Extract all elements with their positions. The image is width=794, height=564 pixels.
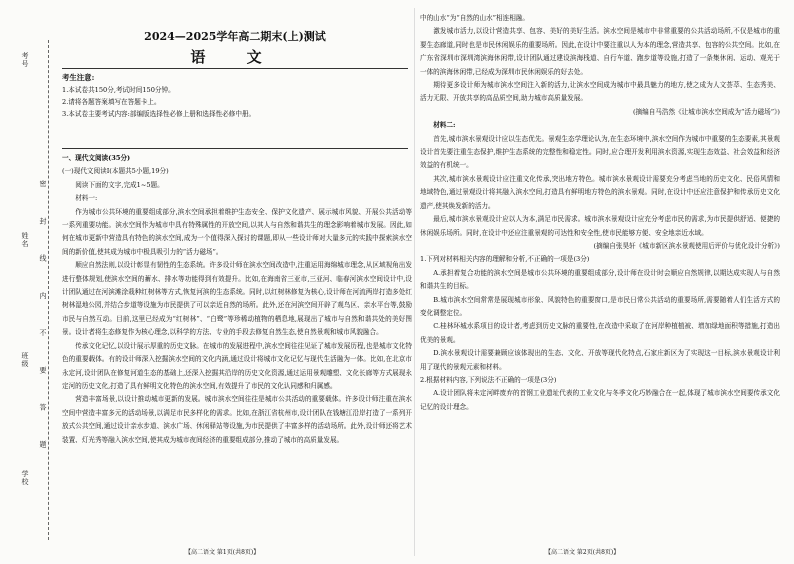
passage-paragraph: 营造丰富场景,以设计推动城市更新的发展。城市滨水空间往往是城市公共活动的重要载体。许多设计师注重在滨水空间中营造丰富多元的活动场景,以满足市民多样化的需求。比如,在浙江省杭州市,设计团队在钱塘江沿岸打造了一系列开放式公共空间,通过设计亲水步道、滨水广场、休闲驿站等设施,为市民提供了丰富多样的活动场所。此外,设计师还将艺术装置、灯光秀等融入滨水空间,使其成为城市夜间经济的重要组成部分,推动了城市的高质量发展。: [62, 395, 412, 444]
page-footer-left: 【高二语文 第1页(共8页)】: [185, 549, 260, 556]
page-divider: [414, 8, 415, 556]
right-column: [420, 12, 780, 542]
question-stem: 1.下列对材料相关内容的理解和分析,不正确的一项是(3分): [420, 255, 590, 264]
question-option: D.滨水景观设计需要兼顾应该体现出的生态、文化、开放等现代化特点,石家庄新区为了实现这一目标,滨水景观设计利用了现代的景观元素和材料。: [420, 349, 780, 371]
notice-item: 3.本试卷主要考试内容:部编版选择性必修上册和选择性必修中册。: [62, 110, 256, 118]
section-heading: 一、现代文阅读(35分): [62, 154, 131, 162]
notice-title: 考生注意:: [62, 73, 95, 82]
material-label: 材料二:: [433, 121, 456, 130]
passage-paragraph: 首先,城市滨水景观设计应以生态优先。景观生态学理论认为,在生态环境中,滨水空间作为城市中重要的生态要素,其景观设计首先要注重生态保护,维护生态系统的完整性和稳定性。同时,应合理开发利用滨水资源,实现生态效益、社会效益和经济效益的有机统一。: [420, 134, 780, 170]
notice-box: [62, 68, 408, 149]
passage-paragraph: 激发城市活力,以设计营造共享、包容、美好的美好生活。滨水空间是城市中非常重要的公共活动场所,不仅是城市的重要生态廊道,同时也是市民休闲娱乐的重要场所。因此,在设计中要注重以人为本的理念,营造共享、包容的公共空间。比如,在广东省深圳市深圳湾滨海休闲带,设计团队通过建设滨海栈道、自行车道、跑步道等设施,打造了一条集休闲、运动、观光于一体的滨海休闲带,已经成为深圳市民休闲娱乐的好去处。: [420, 27, 780, 76]
question-stem: 2.根据材料内容,下列说法不正确的一项是(3分): [420, 375, 557, 384]
kaohao-label: 考号: [21, 52, 29, 68]
question-option: A.设计团队将未定河畔废弃的首钢工业遗址代表的工业文化与冬季文化巧妙融合在一起,体现了城市滨水空间要传承文化记忆的设计理念。: [420, 389, 780, 411]
passage-paragraph: 顺应自然法则,以设计彰显有韧性的生态系统。许多设计师在滨水空间改造中,注重运用海绵城市理念,从区域视角出发进行整体规划,使滨水空间的蓄水、排水等功能得到有效提升。比如,在海南省三亚市,三亚河、临春河滨水空间设计中,设计团队通过在河滨滩涂栽种红树林等方式,恢复河滨的生态系统。同时,以红树林修复为核心,设计师在河流两岸打造多处红树林湿地公园,并结合步道等设施为市民提供了可以亲近自然的场所。此外,还在河滨空间开辟了观鸟区、亲水平台等,鼓励市民与自然互动。目前,这里已经成为“红树林”、“白鹭”等珍稀动植物的栖息地,展现出了城市与自然和谐共处的美好图景。设计者将生态修复作为核心理念,以科学的方法、专业的手段去修复自然生态,使自然景观和城市风貌融合。: [62, 261, 412, 337]
passage-paragraph: 最后,城市滨水景观设计应以人为本,满足市民需求。城市滨水景观设计应充分考虑市民的需求,为市民提供舒适、便捷的休闲娱乐场所。同时,在设计中还应注重景观的可达性和安全性,使市民能够方便、安全地亲近水域。: [420, 215, 780, 237]
name-label: 姓名: [21, 232, 29, 248]
material-label: 材料一:: [75, 194, 98, 203]
subsection-heading: (一)现代文阅读Ⅰ(本题共5小题,19分): [62, 167, 169, 176]
question-option: B.城市滨水空间常常是展现城市形象、风貌特色的重要窗口,是市民日常公共活动的重要场所,需要随着人们生活方式的变化调整定位。: [420, 295, 780, 317]
seal-dashed-line: [48, 40, 49, 540]
exam-subject: 语 文: [190, 48, 280, 66]
passage-paragraph: 作为城市公共环境的重要组成部分,滨水空间承担着维护生态安全、保护文化遗产、展示城市风貌、开展公共活动等一系列重要功能。滨水空间作为城市中具有特殊属性的开放空间,以其人与自然和谐共生的理念影响着城市发展。因此,如何在城市更新中营造具有特色的滨水空间,成为一个值得深入探讨的课题,即从一些设计师对大量多元的实践中探索滨水空间的新价值,使其成为城市中极具吸引力的“活力磁场”。: [62, 207, 412, 256]
question-option: C.桂林环城水系项目的设计者,考虑到历史文脉的重要性,在改造中采取了在河岸种植植被、增加绿地面积等措施,打造出优美的景观。: [420, 322, 780, 344]
question-option: A.承担着复合功能的滨水空间是城市公共环境的重要组成部分,设计师在设计时会顺应自然规律,以期达成实现人与自然和谐共生的目标。: [420, 268, 780, 291]
source-citation: (摘编自张昊轩《城市新区滨水景观使用后评价与优化设计分析》): [593, 241, 780, 250]
class-label: 班级: [21, 352, 29, 368]
passage-paragraph: 其次,城市滨水景观设计应注重文化传承,突出地方特色。城市滨水景观设计需要充分考虑当地的历史文化、民俗风情和地域特色,通过景观设计将其融入滨水空间,打造具有鲜明地方特色的滨水景观。同时,在设计中还应注意保护和传承历史文化遗产,使其焕发新的活力。: [420, 174, 780, 210]
page-footer-right: 【高二语文 第2页(共8页)】: [545, 549, 620, 556]
notice-item: 2.请将各题答案填写在答题卡上。: [62, 98, 161, 106]
instruction: 阅读下面的文字,完成1~5题。: [75, 180, 164, 189]
source-citation: (摘编自马浩然《让城市滨水空间成为“活力磁场”》): [632, 107, 780, 116]
seal-line-text: 密 封 线 内 不 要 答 题: [39, 180, 47, 462]
exam-title: 2024—2025学年高二期末(上)测试: [144, 30, 326, 43]
school-label: 学校: [21, 470, 29, 486]
left-column: [62, 152, 412, 542]
passage-paragraph: 传承文化记忆,以设计展示厚重的历史文脉。在城市的发展进程中,滨水空间往往见证了城市发展历程,也是城市文化特色的重要载体。有的设计师深入挖掘滨水空间的文化内涵,通过设计将城市文化记忆与现代生活融为一体。比如,在北京市永定河,设计团队在修复河道生态的基础上,还深入挖掘其沿岸的历史文化资源,通过运用景观雕塑、文化长廊等方式展现永定河的历史文化,打造了具有鲜明文化特色的滨水空间,有效提升了市民的文化认同感和归属感。: [62, 341, 412, 390]
passage-paragraph: 中的山水“为“自然的山水”相连相融。: [420, 14, 530, 22]
passage-paragraph: 期待更多设计师为城市滨水空间注入新的活力,让滨水空间成为城市中最具魅力的地方,使之成为人文荟萃、生态秀美、活力无限、开放共享的高品质空间,助力城市高质量发展。: [420, 81, 780, 103]
notice-item: 1.本试卷共150分,考试时间150分钟。: [62, 86, 175, 94]
binding-margin: [0, 0, 58, 564]
